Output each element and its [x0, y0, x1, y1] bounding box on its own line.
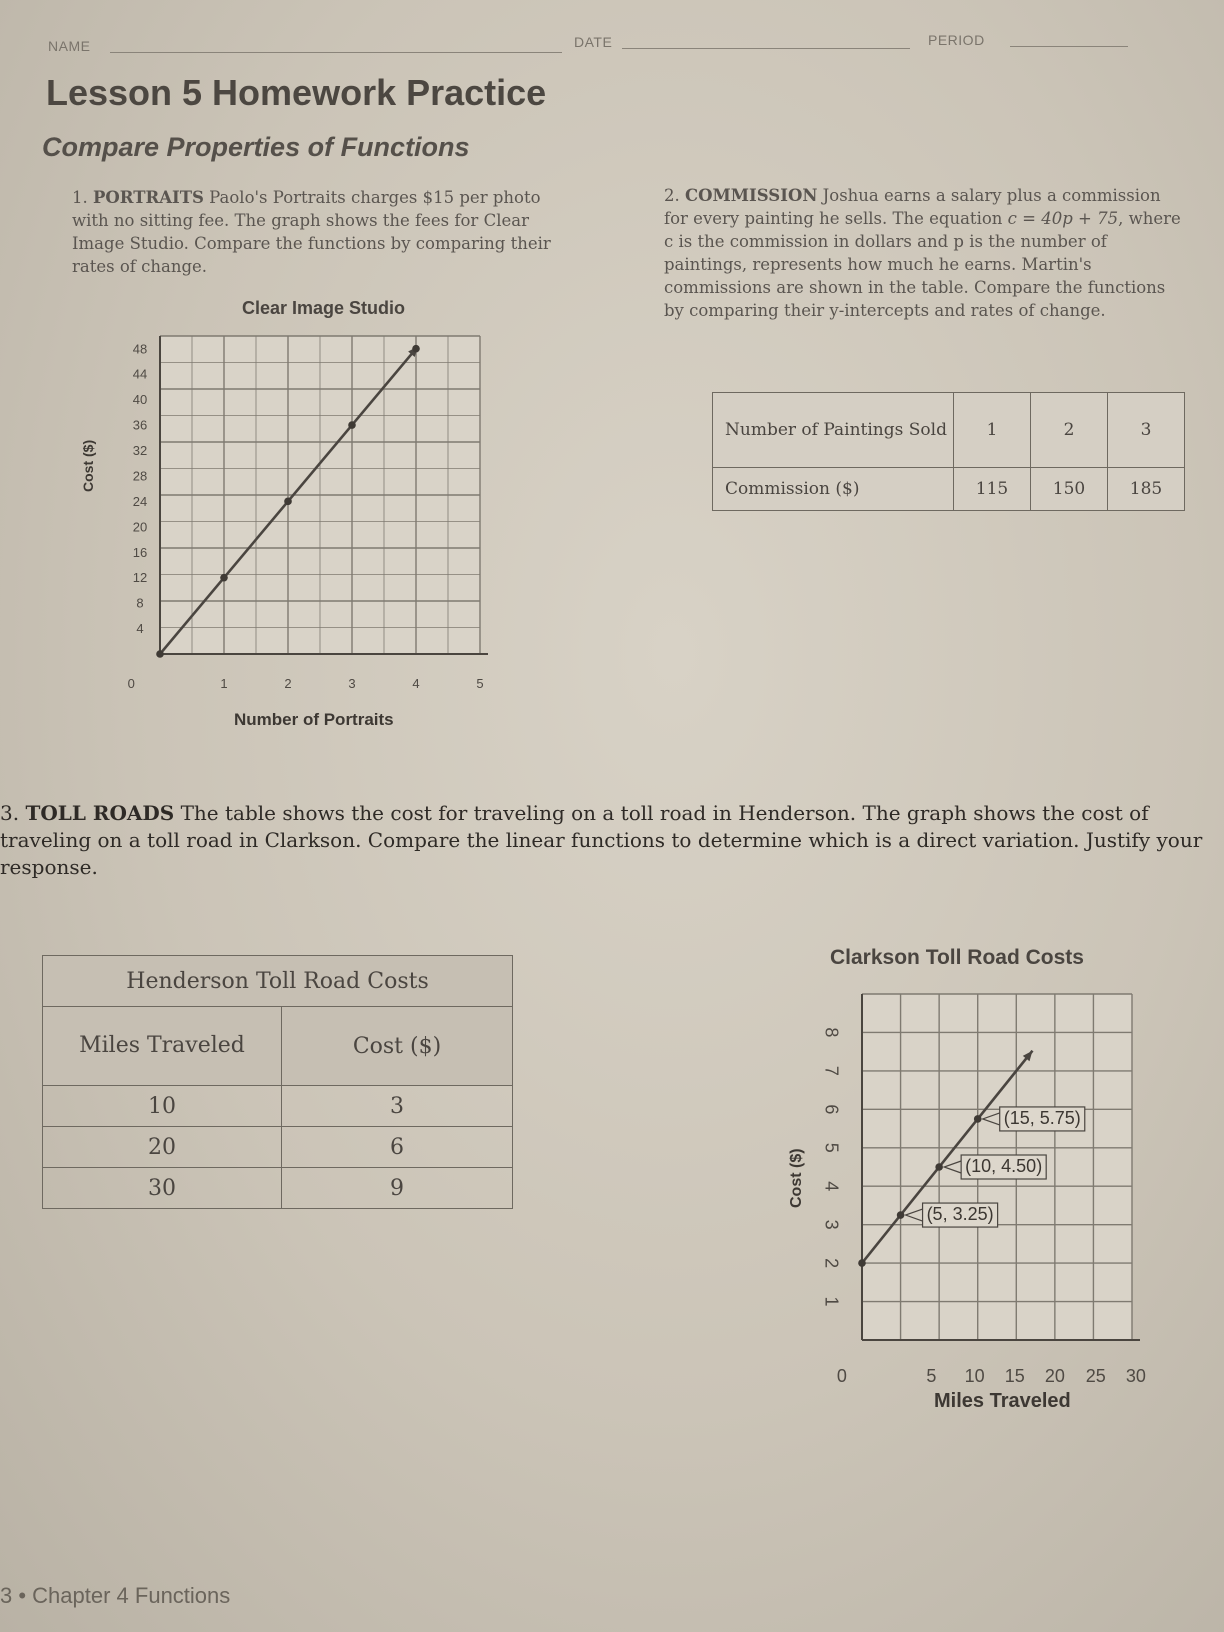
paintings-cell: 3: [1108, 393, 1185, 468]
chart2-xlabel: Miles Traveled: [934, 1390, 1071, 1412]
x-tick-label: 4: [412, 676, 420, 691]
commission-table: [712, 392, 1185, 511]
chart2-title: Clarkson Toll Road Costs: [830, 946, 1084, 969]
data-point: [897, 1211, 905, 1219]
problem-1-keyword: PORTRAITS: [93, 188, 204, 207]
x-tick-label: 20: [1044, 1366, 1065, 1386]
data-point: [220, 574, 228, 582]
miles-cell: 30: [43, 1168, 282, 1209]
y-tick-label: 24: [132, 493, 148, 509]
page-title: Lesson 5 Homework Practice: [46, 72, 547, 113]
y-tick-label: 36: [132, 417, 148, 433]
period-label: PERIOD: [928, 32, 985, 48]
problem-1: [72, 186, 572, 278]
chart1-xlabel: Number of Portraits: [234, 710, 394, 729]
commission-header: Commission ($): [713, 468, 954, 511]
y-tick-label: 7: [821, 1065, 842, 1076]
problem-2-text: Joshua earns a salary plus a commission for every painting he sells. The equation: [664, 186, 1161, 228]
data-point: [348, 421, 356, 429]
data-point: [858, 1259, 866, 1267]
y-tick-label: 6: [821, 1104, 842, 1115]
cost-cell: 9: [282, 1168, 513, 1209]
y-tick-label: 4: [136, 621, 144, 637]
x-tick-label: 30: [1125, 1366, 1146, 1386]
y-tick-label: 8: [136, 595, 144, 611]
problem-3-keyword: TOLL ROADS: [25, 801, 175, 825]
x-tick-label: 10: [964, 1366, 985, 1386]
henderson-table: [42, 955, 513, 1209]
problem-3: [0, 800, 1220, 881]
y-tick-label: 40: [132, 392, 148, 408]
page-subtitle: Compare Properties of Functions: [42, 132, 470, 162]
paintings-header: Number of Paintings Sold: [713, 393, 954, 468]
problem-2-equation: c = 40p + 75: [1007, 209, 1119, 228]
problem-2-text-rest: , where c is the commission in dollars and p is the number of paintings, represents how much he earns. Martin's commissions are shown in the table. Compare the functions by comparing their y-intercepts and rates of change.: [664, 209, 1181, 320]
point-annotation-label: (10, 4.50): [965, 1156, 1043, 1176]
period-field[interactable]: [1010, 46, 1128, 47]
y-tick-label: 16: [132, 544, 148, 560]
miles-header: Miles Traveled: [43, 1007, 282, 1086]
data-point: [412, 345, 420, 353]
x-tick-label: 3: [348, 676, 356, 691]
y-tick-label: 1: [821, 1296, 842, 1307]
problem-3-number: 3.: [0, 801, 20, 825]
x-tick-label: 15: [1004, 1366, 1025, 1386]
cost-cell: 6: [282, 1127, 513, 1168]
chart2-ylabel: Cost ($): [788, 1148, 805, 1208]
problem-2-keyword: COMMISSION: [685, 186, 818, 205]
y-tick-label: 44: [132, 366, 148, 382]
y-tick-label: 4: [821, 1181, 842, 1192]
data-point: [156, 650, 164, 658]
problem-1-text: Paolo's Portraits charges $15 per photo with no sitting fee. The graph shows the fees for Clear Image Studio. Compare the functions by comparing their rates of change.: [72, 188, 551, 276]
problem-1-number: 1.: [72, 188, 88, 207]
x-tick-label: 25: [1085, 1366, 1106, 1386]
y-tick-label: 32: [132, 443, 148, 459]
data-point: [284, 498, 292, 506]
henderson-title: Henderson Toll Road Costs: [43, 956, 513, 1007]
date-label: DATE: [574, 34, 613, 50]
problem-3-text: The table shows the cost for traveling on a toll road in Henderson. The graph shows the cost of traveling on a toll road in Clarkson. Compare the linear functions to determine which is a direct variation. Justify your response.: [0, 801, 1203, 879]
date-field[interactable]: [622, 48, 910, 49]
data-point: [974, 1115, 982, 1123]
paintings-cell: 2: [1031, 393, 1108, 468]
y-tick-label: 28: [132, 468, 148, 484]
cost-cell: 3: [282, 1086, 513, 1127]
problem-2-number: 2.: [664, 186, 680, 205]
name-label: NAME: [48, 38, 91, 54]
x-tick-label: 1: [220, 676, 228, 691]
x-tick-label: 2: [284, 676, 292, 691]
miles-cell: 20: [43, 1127, 282, 1168]
commission-cell: 150: [1031, 468, 1108, 511]
chart1-ylabel: Cost ($): [80, 439, 96, 492]
y-tick-label: 48: [132, 341, 148, 357]
y-tick-label: 8: [821, 1027, 842, 1038]
paintings-cell: 1: [954, 393, 1031, 468]
y-tick-label: 12: [132, 570, 148, 586]
x-tick-label: 0: [836, 1366, 847, 1386]
x-tick-label: 0: [127, 676, 135, 691]
point-annotation-label: (5, 3.25): [926, 1204, 994, 1225]
miles-cell: 10: [43, 1086, 282, 1127]
name-field[interactable]: [110, 52, 562, 53]
commission-cell: 185: [1108, 468, 1185, 511]
y-tick-label: 2: [821, 1258, 842, 1269]
x-tick-label: 5: [476, 676, 484, 691]
cost-header: Cost ($): [282, 1007, 513, 1086]
commission-cell: 115: [954, 468, 1031, 511]
y-tick-label: 20: [132, 519, 148, 535]
problem-2: [664, 184, 1184, 322]
x-tick-label: 5: [926, 1366, 937, 1386]
chart1-title: Clear Image Studio: [242, 298, 406, 318]
y-tick-label: 3: [821, 1219, 842, 1230]
data-point: [935, 1163, 943, 1171]
page-footer: 3 • Chapter 4 Functions: [0, 1583, 231, 1608]
y-tick-label: 5: [821, 1142, 842, 1153]
point-annotation-label: (15, 5.75): [1003, 1107, 1081, 1128]
